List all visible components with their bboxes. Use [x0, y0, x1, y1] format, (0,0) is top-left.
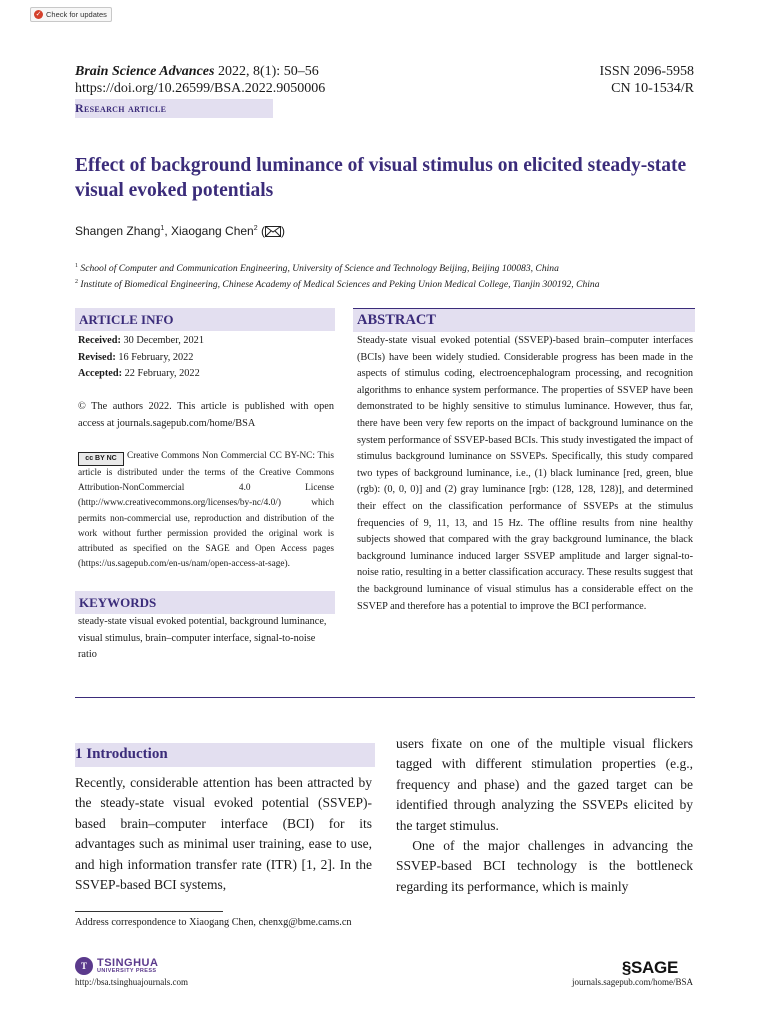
article-dates — [78, 333, 204, 383]
revised-label: Revised: — [78, 351, 116, 363]
revised-date: 16 February, 2022 — [115, 351, 194, 363]
doi-link[interactable]: https://doi.org/10.26599/BSA.2022.9050006 — [75, 81, 326, 96]
sage-logo — [622, 958, 678, 978]
abstract-text: Steady-state visual evoked potential (SSVEP)-based brain–computer interfaces (BCIs) have been widely studied. Considerable progress has been made in the aspects of stimulus coding, electroencephalogram processing, and recognition algorithms to enhance system performance. The properties of SSVEP have been demonstrated to be highly sensitive to stimulus luminance. However, thus far, there have been very few reports on the impact of background luminance on the system performance of SSVEP-based BCIs. This study investigated the impact of stimulus background luminance on SSVEPs. Specifically, this study compared two types of background luminance, i.e., (1) black luminance [red, green, blue (rgb): (0, 0, 0)] and (2) gray luminance [rgb: (128, 128, 128)], and determined their effect on the classification performance of SSVEPs at the stimulus frequencies of 9, 11, 13, and 15 Hz. The offline results from nine healthy subjects showed that compared with the gray background luminance, the black background luminance induced larger SSVEP amplitude and larger signal-to-noise ratio, resulting in a better classification accuracy. These results suggest that the background luminance of visual stimulus has a considerable effect on the SSVEP and therefore has a potential to improve the BCI performance. — [357, 335, 693, 612]
cc-license-icon[interactable]: cc BY NC — [78, 452, 124, 466]
affiliation-number: 2 — [75, 279, 78, 285]
check-updates-icon: ✓ — [35, 11, 42, 18]
body-column-right — [396, 734, 693, 897]
introduction-heading: 1 Introduction — [75, 746, 168, 762]
footnote-rule — [75, 911, 223, 912]
envelope-icon[interactable] — [265, 226, 281, 237]
affiliation — [75, 260, 715, 275]
cn-number: CN 10-1534/R — [611, 81, 694, 96]
author-affil-mark: 1 — [160, 225, 165, 232]
issn: ISSN 2096-5958 — [599, 64, 694, 79]
body-paragraph: users fixate on one of the multiple visual flickers tagged with different stimulation properties (e.g., frequency and phase) and the gazed target can be identified through analyzing the SSVEPs elicited by the target stimulus. — [396, 736, 693, 833]
article-info-heading: ARTICLE INFO — [75, 308, 335, 331]
body-column-left: Recently, considerable attention has been attracted by the steady-state visual evoked potential (SSVEP)-based brain–computer interface (BCI) for its advantages such as minimal user training, ease to use, and high information transfer rate (ITR) [1, 2]. In the SSVEP-based BCI systems, — [75, 775, 372, 893]
tsinghua-name: TSINGHUA — [97, 957, 159, 969]
check-for-updates-badge[interactable] — [30, 7, 112, 22]
author-name: Shangen Zhang — [75, 224, 161, 238]
journal-volume: 2022, 8(1): 50–56 — [214, 64, 319, 79]
received-label: Received: — [78, 335, 121, 346]
affiliation-text: Institute of Biomedical Engineering, Chinese Academy of Medical Sciences and Peking Union Medical College, Tianjin 300192, China — [80, 279, 600, 291]
journal-citation — [75, 63, 319, 80]
journal-name: Brain Science Advances — [75, 64, 215, 79]
article-title: Effect of background luminance of visual stimulus on elicited steady-state visual evoked potentials — [75, 155, 687, 201]
check-for-updates-label: Check for updates — [46, 10, 107, 19]
affiliation-text: School of Computer and Communication Engineering, University of Science and Technology Beijing, Beijing 100083, China — [80, 263, 559, 275]
received-date: 30 December, 2021 — [120, 335, 204, 346]
author-affil-mark: 2 — [253, 225, 258, 232]
correspondence-footnote: Address correspondence to Xiaogang Chen, chenxg@bme.cams.cn — [75, 917, 352, 928]
tsinghua-seal-icon: T — [75, 957, 93, 975]
paren: ) — [280, 224, 285, 238]
copyright-notice: © The authors 2022. This article is published with open access at journals.sagepub.com/home/BSA — [78, 401, 334, 429]
tsinghua-subname: UNIVERSITY PRESS — [97, 968, 157, 974]
abstract-heading: ABSTRACT — [353, 309, 695, 332]
affiliation — [75, 276, 715, 291]
abstract-bottom-rule — [75, 697, 695, 698]
accepted-label: Accepted: — [78, 368, 123, 379]
keywords-heading: KEYWORDS — [75, 591, 335, 614]
accepted-date: 22 February, 2022 — [122, 368, 200, 379]
tsinghua-url[interactable]: http://bsa.tsinghuajournals.com — [75, 977, 188, 987]
body-paragraph: One of the major challenges in advancing the SSVEP-based BCI technology is the bottleneck regarding its performance, which is mainly — [396, 838, 693, 894]
license-text: Creative Commons Non Commercial CC BY-NC: This article is distributed under the terms of the Creative Commons Attribution-NonCommercial 4.0 License (http://www.creativecommons.org/licenses/by-nc/4.0/) which permits non-commercial use, reproduction and distribution of the work without further permission provided the original work is attributed as specified on the SAGE and Open Access pages (https://us.sagepub.com/en-us/nam/open-access-at-sage). — [78, 451, 334, 570]
paren: ( — [257, 224, 265, 238]
license-notice — [78, 449, 334, 572]
sage-url[interactable]: journals.sagepub.com/home/BSA — [572, 977, 693, 987]
affiliation-number: 1 — [75, 263, 78, 269]
keywords-text: steady-state visual evoked potential, background luminance, visual stimulus, brain–computer interface, signal-to-noise ratio — [78, 616, 327, 660]
article-type: Research article — [75, 101, 167, 115]
sage-logo-icon: § — [621, 958, 632, 977]
author-line: Shangen Zhang$^1$, Xiaogang Chen$^2$ ( ) — [75, 224, 285, 238]
author-name: Xiaogang Chen — [170, 224, 254, 238]
tsinghua-logo — [75, 957, 158, 975]
sage-name: SAGE — [631, 958, 678, 977]
